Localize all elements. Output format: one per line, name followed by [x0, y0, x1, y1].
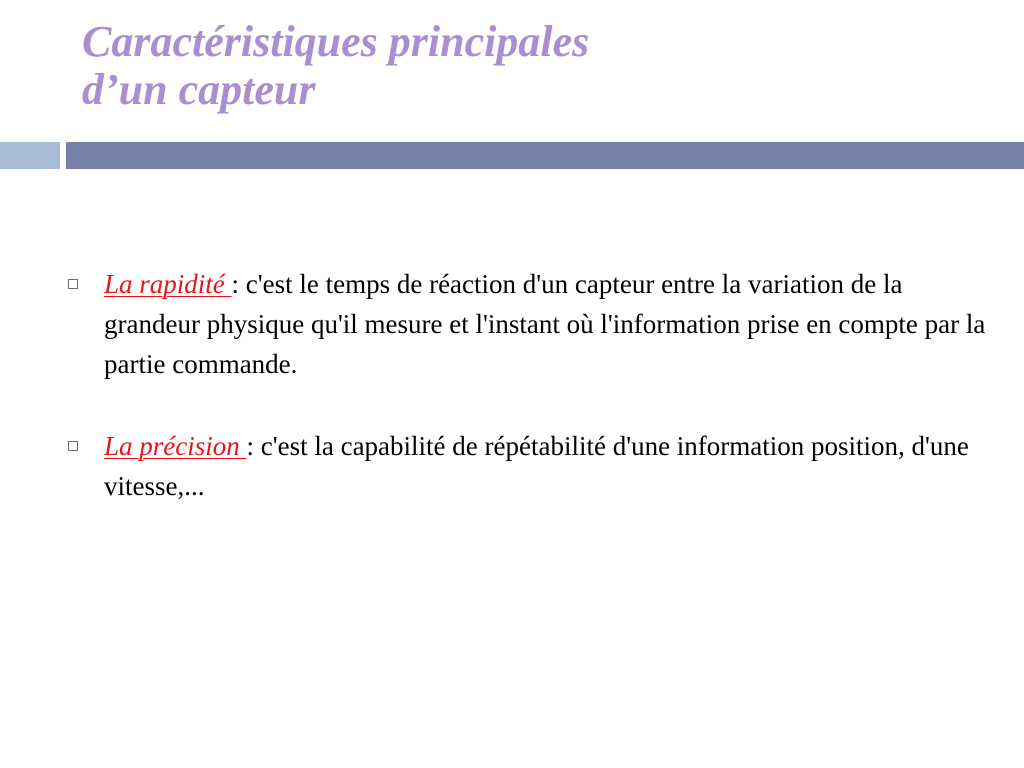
square-bullet-icon: [68, 279, 78, 289]
square-bullet-icon: [68, 441, 78, 451]
definition-rapidite: : c'est le temps de réaction d'un capteur entre la variation de la grandeur physique qu'il mesure et l'instant où l'information prise en compte par la partie commande.: [104, 269, 986, 379]
term-precision: La précision: [104, 431, 247, 461]
bullet-item-rapidite: [68, 264, 998, 384]
slide-title-line-1: Caractéristiques principales: [82, 17, 590, 66]
title-divider-bar: [66, 142, 1024, 169]
slide-title: [82, 18, 882, 114]
title-divider-accent: [0, 142, 60, 169]
definition-precision: : c'est la capabilité de répétabilité d'une information position, d'une vitesse,...: [104, 431, 969, 501]
slide-title-line-2: d’un capteur: [82, 65, 316, 114]
term-rapidite: La rapidité: [104, 269, 232, 299]
bullet-item-precision: [68, 426, 998, 506]
bullet-list: [68, 264, 998, 506]
